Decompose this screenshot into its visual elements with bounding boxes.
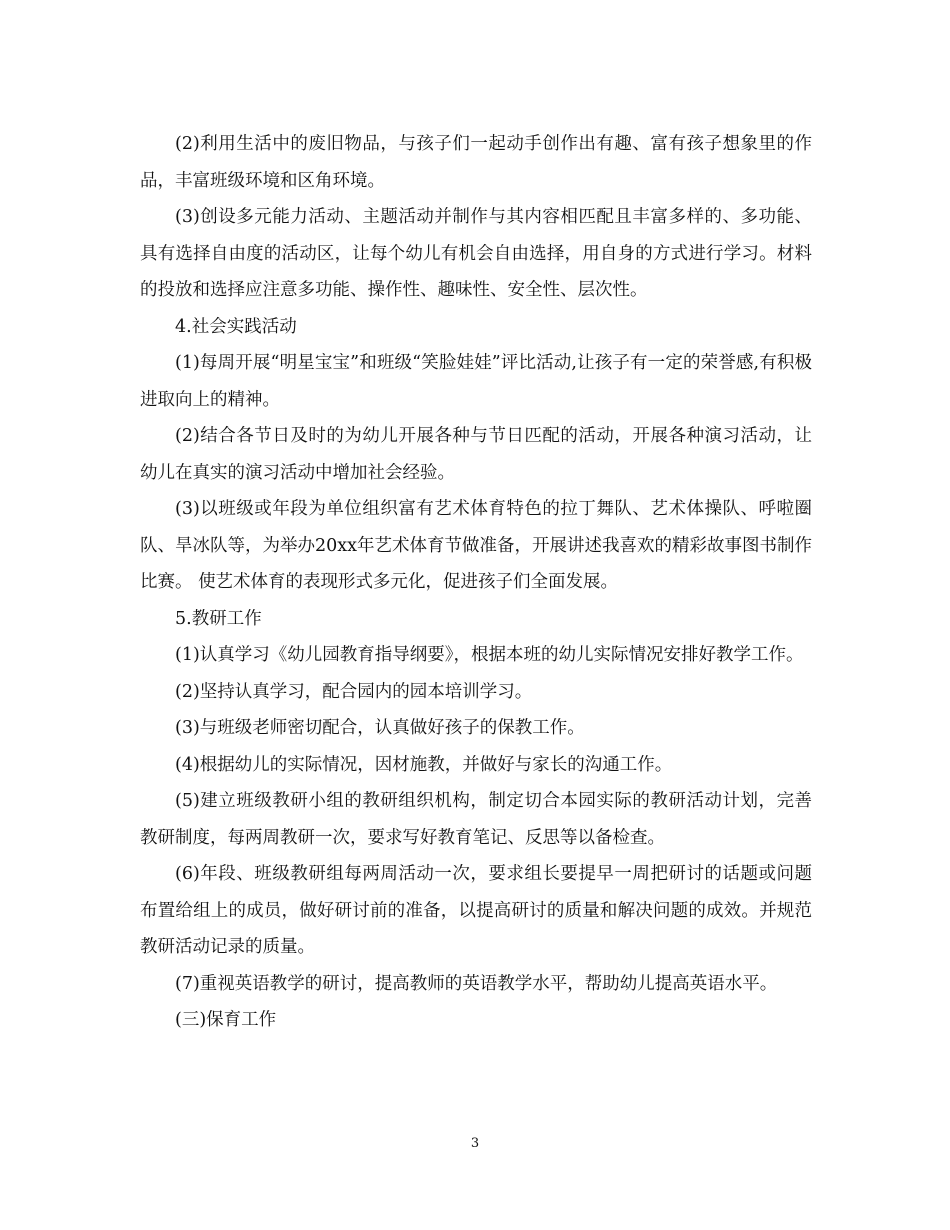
section-heading: 4.社会实践活动 [175, 316, 297, 337]
paragraph: (2)利用生活中的废旧物品，与孩子们一起动手创作出有趣、富有孩子想象里的作品，丰富班级环境和区角环境。 [140, 134, 812, 191]
document-body [140, 126, 812, 1039]
paragraph: (5)建立班级教研小组的教研组织机构，制定切合本园实际的教研活动计划，完善教研制度，每两周教研一次，要求写好教育笔记、反思等以备检查。 [140, 791, 812, 848]
paragraph: (1)每周开展“明星宝宝”和班级“笑脸娃娃”评比活动,让孩子有一定的荣誉感,有积极进取向上的精神。 [140, 353, 812, 410]
paragraph: (7)重视英语教学的研讨，提高教师的英语教学水平，帮助幼儿提高英语水平。 [175, 973, 778, 994]
paragraph: (6)年段、班级教研组每两周活动一次，要求组长要提早一周把研讨的话题或问题布置给组上的成员，做好研讨前的准备，以提高研讨的质量和解决问题的成效。并规范教研活动记录的质量。 [140, 864, 812, 957]
paragraph: (3)创设多元能力活动、主题活动并制作与其内容相匹配且丰富多样的、多功能、具有选择自由度的活动区，让每个幼儿有机会自由选择，用自身的方式进行学习。材料的投放和选择应注意多功能、操作性、趣味性、安全性、层次性。 [140, 207, 812, 300]
paragraph: (3)以班级或年段为单位组织富有艺术体育特色的拉丁舞队、艺术体操队、呼啦圈队、旱冰队等，为举办20xx年艺术体育节做准备，开展讲述我喜欢的精彩故事图书制作比赛。 使艺术体育的表现形式多元化，促进孩子们全面发展。 [140, 499, 813, 592]
paragraph: (2)结合各节日及时的为幼儿开展各种与节日匹配的活动，开展各种演习活动，让幼儿在真实的演习活动中增加社会经验。 [140, 426, 812, 483]
page-number: 3 [470, 1136, 480, 1151]
paragraph: (4)根据幼儿的实际情况，因材施教，并做好与家长的沟通工作。 [175, 754, 673, 775]
paragraph: (2)坚持认真学习，配合园内的园本培训学习。 [175, 681, 533, 702]
section-heading: 5.教研工作 [175, 608, 262, 629]
section-heading: (三)保育工作 [175, 1010, 277, 1030]
paragraph: (3)与班级老师密切配合，认真做好孩子的保教工作。 [175, 718, 585, 738]
paragraph: (1)认真学习《幼儿园教育指导纲要》，根据本班的幼儿实际情况安排好教学工作。 [175, 645, 804, 665]
